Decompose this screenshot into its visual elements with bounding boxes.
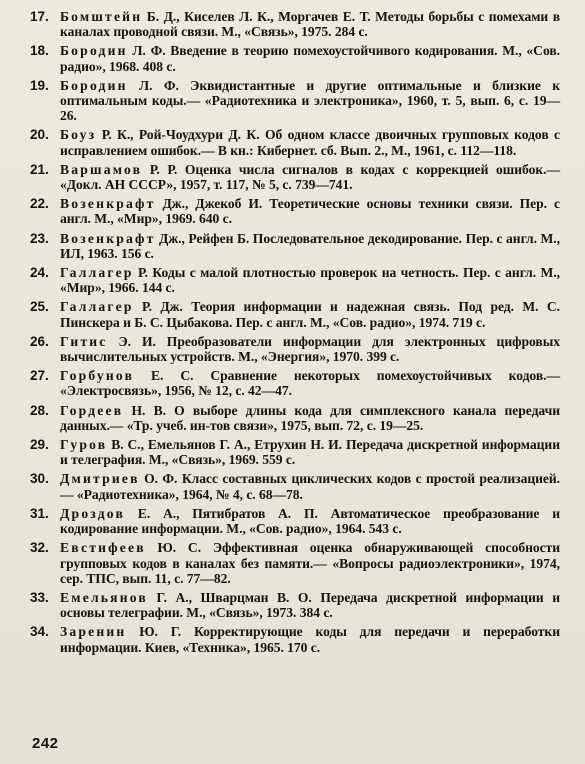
reference-details: Е. С. Сравнение некоторых помехоустойчивых кодов.— «Электросвязь», 1956, № 12, с. 42—47.	[60, 368, 560, 399]
reference-details: Э. И. Преобразователи информации для электронных цифровых вычислительных устройств. М., «Энергия», 1970. 399 с.	[60, 333, 560, 365]
reference-entry	[30, 9, 560, 39]
reference-author: Гордеев	[60, 402, 124, 418]
reference-number: 25.	[30, 299, 49, 315]
reference-number: 30.	[30, 471, 49, 487]
reference-author: Гитис	[60, 333, 108, 349]
reference-entry	[30, 368, 560, 398]
reference-text	[60, 471, 560, 501]
reference-details: О. Ф. Класс составных циклических кодов с простой реализацией.— «Радиотехника», 1964, № 4, с. 68—78.	[60, 471, 560, 502]
reference-text	[60, 43, 560, 73]
reference-text	[60, 162, 560, 192]
page-number: 242	[32, 735, 59, 752]
reference-author: Возенкрафт	[60, 196, 156, 212]
reference-text	[60, 540, 560, 586]
reference-details: В. С., Емельянов Г. А., Етрухин Н. И. Передача дискретной информации и телеграфия. М., «Связь», 1969. 559 с.	[60, 437, 560, 468]
reference-details: Р. Коды с малой плотностью проверок на четность. Пер. с англ. М., «Мир», 1966. 144 с.	[60, 265, 560, 296]
reference-text	[60, 590, 560, 620]
reference-entry	[30, 506, 560, 536]
reference-details: Ю. С. Эффективная оценка обнаруживающей способности групповых кодов в каналах без памяти.— «Вопросы радиоэлектроники», 1974, сер. ТПС, вып. 11, с. 77—82.	[60, 540, 560, 586]
reference-details: Дж., Рейфен Б. Последовательное декодирование. Пер. с англ. М., ИЛ, 1963. 156 с.	[60, 230, 560, 261]
reference-text	[60, 506, 560, 536]
reference-entry	[30, 471, 560, 501]
reference-list	[30, 9, 560, 659]
reference-details: Г. А., Шварцман В. О. Передача дискретной информации и основы телеграфии. М., «Связь», 1973. 384 с.	[60, 589, 560, 621]
reference-text	[60, 265, 560, 295]
reference-number: 23.	[30, 230, 49, 246]
reference-number: 17.	[30, 9, 49, 24]
reference-text	[60, 624, 560, 654]
reference-details: Е. А., Пятибратов А. П. Автоматическое преобразование и кодирование информации. М., «Сов. радио», 1964. 543 с.	[60, 505, 560, 537]
reference-number: 27.	[30, 368, 49, 384]
reference-entry	[30, 540, 560, 586]
reference-author: Возенкрафт	[60, 230, 156, 246]
reference-details: Ю. Г. Корректирующие коды для передачи и переработки информации. Киев, «Техника», 1965. 170 с.	[60, 624, 560, 655]
reference-number: 26.	[30, 333, 49, 349]
reference-text	[60, 403, 560, 433]
reference-author: Бомштейн	[60, 9, 143, 24]
reference-text	[60, 299, 560, 329]
reference-number: 20.	[30, 127, 49, 143]
reference-text	[60, 437, 560, 467]
reference-text	[60, 231, 560, 261]
reference-entry	[30, 590, 560, 620]
reference-entry	[30, 196, 560, 226]
reference-author: Дроздов	[60, 505, 126, 521]
reference-details: Р. К., Рой-Чоудхури Д. К. Об одном классе двоичных групповых кодов с исправлением ошибок.— В кн.: Кибернет. сб. Вып. 2., М., 1961, с. 112—118.	[60, 127, 560, 158]
reference-number: 28.	[30, 402, 49, 418]
reference-author: Евстифеев	[60, 540, 146, 556]
reference-author: Бородин	[60, 43, 128, 59]
reference-entry	[30, 334, 560, 364]
reference-entry	[30, 437, 560, 467]
reference-entry	[30, 231, 560, 261]
reference-details: Б. Д., Киселев Л. К., Моргачев Е. Т. Методы борьбы с помехами в каналах проводной связи. М., «Связь», 1975. 284 с.	[60, 9, 560, 40]
reference-number: 22.	[30, 196, 49, 212]
reference-text	[60, 127, 560, 157]
reference-details: Л. Ф. Введение в теорию помехоустойчивого кодирования. М., «Сов. радио», 1968. 408 с.	[60, 43, 560, 74]
reference-entry	[30, 162, 560, 192]
reference-text	[60, 334, 560, 364]
reference-author: Галлагер	[60, 299, 134, 315]
reference-entry	[30, 299, 560, 329]
reference-number: 31.	[30, 505, 49, 521]
reference-entry	[30, 265, 560, 295]
reference-author: Заренин	[60, 624, 127, 640]
reference-text	[60, 78, 560, 124]
reference-details: Р. Р. Оценка числа сигналов в кодах с коррекцией ошибок.— «Докл. АН СССР», 1957, т. 117, № 5, с. 739—741.	[60, 161, 560, 193]
reference-author: Варшамов	[60, 161, 143, 177]
reference-entry	[30, 127, 560, 157]
reference-author: Гуров	[60, 437, 108, 453]
reference-text	[60, 368, 560, 398]
reference-number: 18.	[30, 43, 49, 59]
reference-text	[60, 9, 560, 39]
reference-number: 19.	[30, 77, 49, 93]
reference-text	[60, 196, 560, 226]
reference-entry	[30, 403, 560, 433]
reference-number: 34.	[30, 624, 49, 640]
reference-entry	[30, 624, 560, 654]
reference-entry	[30, 78, 560, 124]
reference-author: Галлагер	[60, 265, 134, 281]
reference-author: Бородин	[60, 77, 128, 93]
reference-author: Боуз	[60, 127, 97, 143]
reference-details: Л. Ф. Эквидистантные и другие оптимальные и близкие к оптимальным коды.— «Радиотехника и электроника», 1960, т. 5, вып. 6, с. 19—26.	[60, 77, 560, 124]
reference-number: 29.	[30, 437, 49, 453]
reference-details: Н. В. О выборе длины кода для симплексного канала передачи данных.— «Тр. учеб. ин-тов связи», 1975, вып. 72, с. 19—25.	[60, 402, 560, 433]
reference-entry	[30, 43, 560, 73]
reference-details: Дж., Джекоб И. Теоретические основы техники связи. Пер. с англ. М., «Мир», 1969. 640 с.	[60, 196, 560, 227]
reference-author: Горбунов	[60, 368, 135, 384]
reference-number: 24.	[30, 265, 49, 281]
reference-number: 33.	[30, 589, 49, 605]
reference-number: 32.	[30, 540, 49, 556]
reference-details: Р. Дж. Теория информации и надежная связь. Под ред. М. С. Пинскера и Б. С. Цыбакова. Пер. с англ. М., «Сов. радио», 1974. 719 с.	[60, 299, 560, 330]
reference-author: Дмитриев	[60, 471, 140, 487]
reference-author: Емельянов	[60, 589, 148, 605]
reference-number: 21.	[30, 161, 49, 177]
